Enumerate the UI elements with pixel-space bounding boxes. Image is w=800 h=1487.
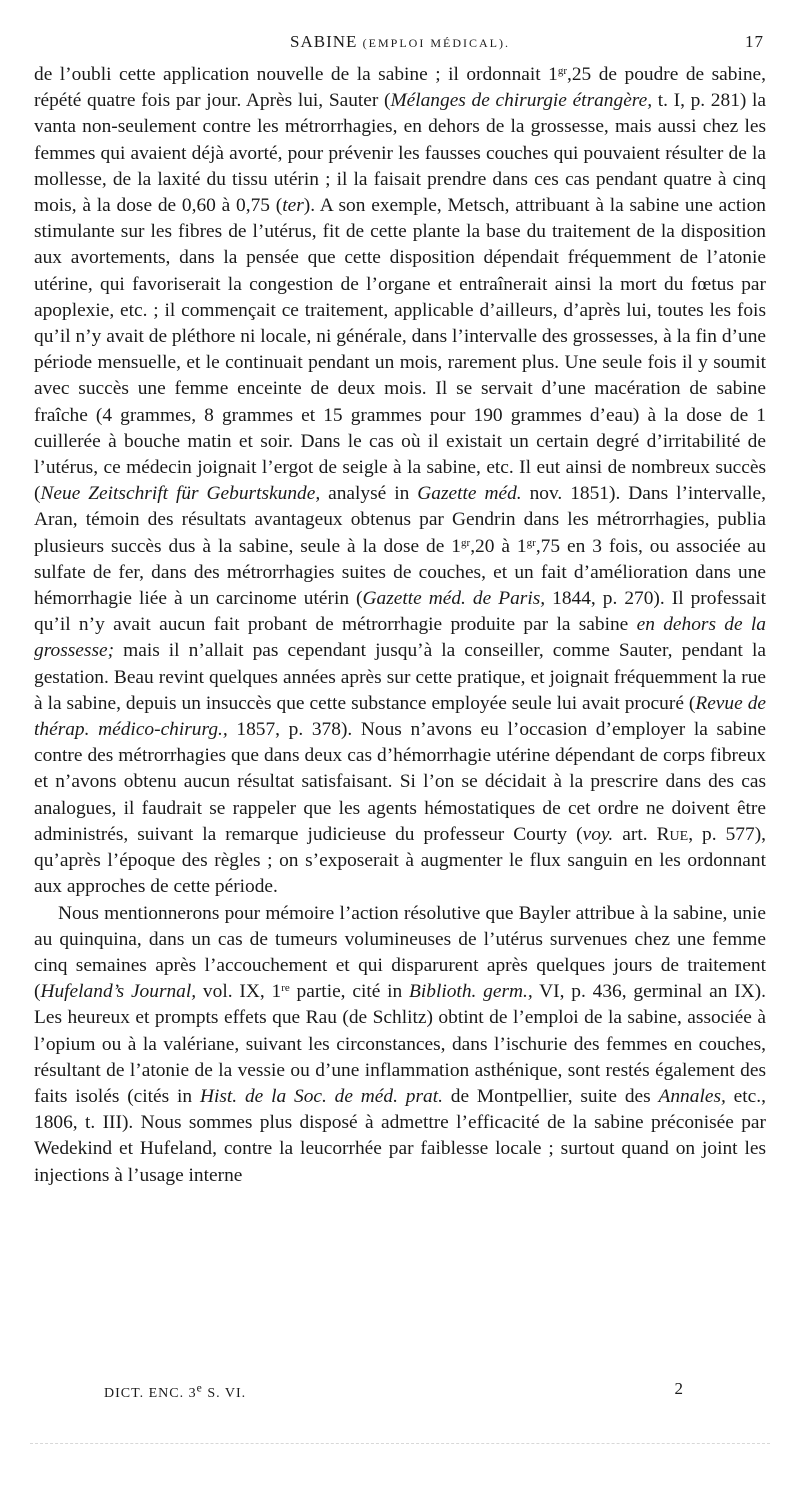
italic-run: Annales, — [658, 1085, 726, 1107]
italic-run: Hist. de la Soc. de méd. prat. — [199, 1085, 443, 1107]
text-run: mais il n’allait pas cependant jusqu’à la conseiller, comme Sauter, pendant la gestation. Beau revint quelques années après sur cette pratique, et joignait fréquemment la rue à la sabine, depuis un insuccès que cette substance employée seule lui avait procuré ( — [34, 640, 766, 714]
text-run: de Montpellier, suite des — [442, 1085, 659, 1107]
text-run: , p. 577), qu’après l’époque des règles ; on s’exposerait à augmenter le flux sanguin en les ordonnant aux approches de cette période. — [34, 823, 766, 898]
header-subtitle: (EMPLOI MÉDICAL). — [362, 36, 510, 50]
text-run: etc., 1806, t. III). Nous sommes plus disposé à admettre l’efficacité de la sabine préconisée par Wedekind et Hufeland, contre la leucorrhée par faiblesse locale ; surtout quand on joint les injections à l’usage interne — [34, 1085, 766, 1186]
text-run: VI, p. 436, germinal an IX). Les heureux et prompts effets que Rau (de Schlitz) obtint de l’emploi de la sabine, associée à l’opium ou à la valériane, suivant les circonstances, dans l’ischurie des femmes en couches, résultant de l’atonie de la vessie ou d’une inflammation asthénique, sont restés également des faits isolés (cités in — [34, 981, 766, 1107]
text-run: ,20 à 1 — [470, 535, 527, 557]
italic-run: Biblioth. germ., — [409, 981, 533, 1003]
paragraph-2 — [34, 901, 766, 1189]
italic-run: voy. — [582, 823, 614, 845]
italic-run: Mélanges de chirurgie étrangère, — [390, 90, 653, 112]
text-run: Rue — [656, 823, 689, 845]
text-run: ,25 de poudre de sabine, répété quatre fois par jour. Après lui, Sauter ( — [34, 64, 766, 112]
text-run: de l’oubli cette application nouvelle de la sabine ; il ordonnait 1 — [34, 64, 558, 85]
article-body — [34, 62, 766, 1189]
italic-run: ter — [282, 195, 304, 217]
footer-signature-ref: DICT. ENC. 3e S. VI. — [104, 1381, 247, 1401]
text-run: analysé in — [320, 483, 418, 505]
text-run: nov. 1851). Dans l’intervalle, Aran, témoin des résultats avantageux obtenus par Gendrin dans les métrorrhagies, publia plusieurs succès dus à la sabine, seule à la dose de 1 — [34, 483, 766, 557]
italic-run: Neue Zeitschrift für Geburtskunde, — [40, 483, 321, 505]
page-number: 17 — [745, 32, 764, 51]
gathering-signature: 2 — [674, 1379, 684, 1398]
text-run: ). A son exemple, Metsch, attribuant à la sabine une action stimulante sur les fibres de l’utérus, fit de cette plante la base du traitement de la disposition aux avortements, dans la pensée que cette disposition dépendait fréquemment de l’atonie utérine, qui favoriserait la congestion de l’organe et entraînerait ainsi la mort du fœtus par apoplexie, etc. ; il commençait ce traitement, applicable d’ailleurs, d’après lui, toutes les fois qu’il n’y avait de pléthore ni locale, ni générale, dans l’intervalle des grossesses, à la fin d’une période mensuelle, et le continuait pendant un mois, rarement plus. Une seule fois il y soumit avec succès une femme enceinte de deux mois. Il se servait d’une macération de sabine fraîche (4 grammes, 8 grammes et 15 grammes pour 190 grammes d’eau) à la dose de 1 cuillerée à bouche matin et soir. Dans le cas où il existait un certain degré d’irritabilité de l’utérus, ce médecin joignait l’ergot de seigle à la sabine, etc. Il eut ainsi de nombreux succès ( — [34, 195, 766, 505]
text-run: Nous mentionnerons pour mémoire l’action résolutive que Bayler attribue à la sabine, unie au quinquina, dans un cas de tumeurs volumineuses de l’utérus survenues chez une femme cinq semaines après l’accouchement et qui disparurent après quelques jours de traitement ( — [34, 902, 766, 1003]
text-run: 1857, p. 378). Nous n’avons eu l’occasion d’employer la sabine contre des métrorrhagies que dans deux cas d’hémorrhagie utérine dépendant de corps fibreux et n’avons obtenu aucun résultat satisfaisant. Si l’on se décidait à la prescrire dans des cas analogues, il faudrait se rappeler que les agents hémostatiques de cet ordre ne doivent être administrés, suivant la remarque judicieuse du professeur Courty ( — [34, 719, 767, 845]
paragraph-1 — [34, 62, 766, 901]
text-run: 1844, p. 270). Il professait qu’il n’y avait aucun fait probant de métrorrhagie produite par la sabine — [34, 588, 766, 636]
italic-run: Revue de thérap. médico-chirurg., — [34, 692, 766, 741]
header-title: SABINE — [290, 32, 358, 51]
italic-run: Hufeland’s Journal, — [40, 981, 197, 1003]
italic-run: Gazette méd. de Paris, — [362, 588, 546, 610]
text-run: partie, cité in — [289, 981, 410, 1003]
italic-run: en dehors de la grossesse; — [34, 614, 766, 662]
superscript: gr — [461, 536, 471, 549]
superscript: gr — [557, 65, 567, 77]
page-title — [34, 32, 766, 52]
superscript: re — [281, 982, 290, 995]
page-footer — [104, 1381, 684, 1401]
text-run: t. I, p. 281) la vanta non-seulement contre les métrorrhagies, en dehors de la grossesse, mais aussi chez les femmes qui avaient déjà avorté, pour prévenir les fausses couches qui pouvaient résulter de la mollesse, de la laxité du tissu utérin ; il la faisait prendre dans ces cas pendant quatre à cinq mois, à la dose de 0,60 à 0,75 ( — [34, 90, 766, 217]
running-header — [34, 32, 766, 56]
text-run: vol. IX, 1 — [196, 981, 282, 1003]
italic-run: Gazette méd. — [417, 483, 522, 505]
text-run: ,75 en 3 fois, ou associée au sulfate de fer, dans des métrorrhagies suites de couches, et un fait d’amélioration dans une hémorrhagie liée à un carcinome utérin ( — [34, 535, 766, 610]
bottom-rule — [30, 1443, 770, 1446]
text-run: art. — [613, 823, 657, 845]
superscript: gr — [526, 536, 536, 549]
